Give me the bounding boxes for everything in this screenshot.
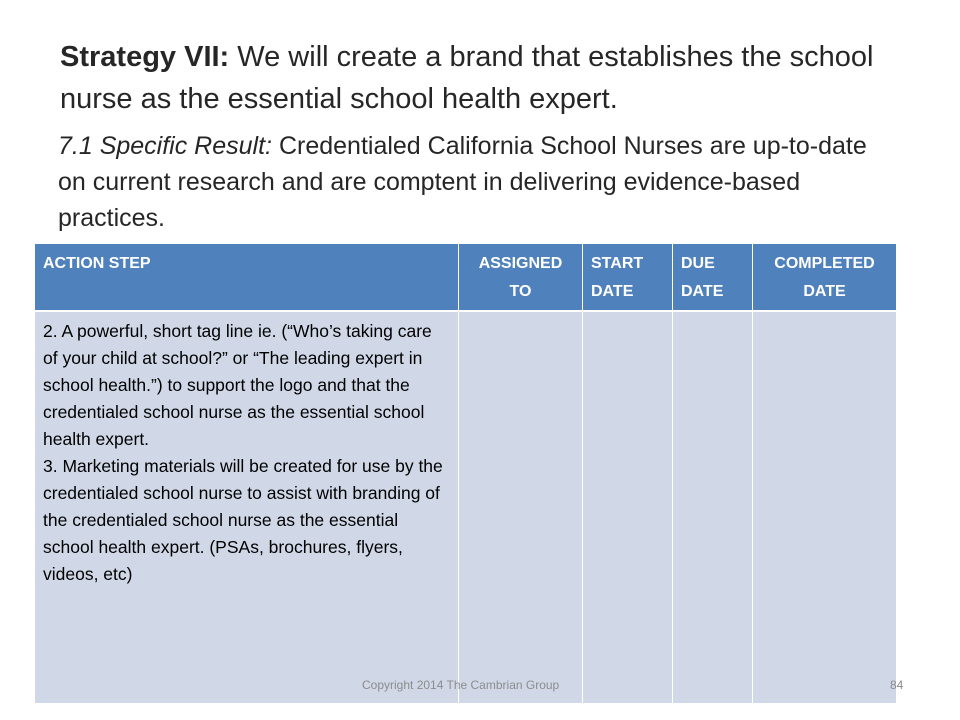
specific-result	[58, 128, 898, 236]
start-date-cell	[583, 311, 673, 703]
header-start-date: START DATE	[583, 244, 673, 311]
strategy-heading	[60, 36, 920, 120]
header-action-step: ACTION STEP	[35, 244, 459, 311]
due-date-cell	[673, 311, 753, 703]
action-step-cell	[35, 311, 459, 703]
strategy-text: We will create a brand that establishes the school nurse as the essential school health expert.	[60, 41, 874, 115]
table-row	[35, 311, 897, 703]
header-assigned-to: ASSIGNED TO	[459, 244, 583, 311]
page-number: 84	[890, 678, 904, 692]
assigned-to-cell	[459, 311, 583, 703]
table-header-row	[35, 244, 897, 311]
header-due-date: DUE DATE	[673, 244, 753, 311]
action-step-item: 2. A powerful, short tag line ie. (“Who’s taking care of your child at school?” or “The leading expert in school health.”) to support the logo and that the credentialed school nurse as the essential school health expert.	[43, 321, 432, 449]
specific-result-text: Credentialed California School Nurses are up-to-date on current research and are comptent in delivering evidence-based practices.	[58, 132, 867, 232]
specific-result-label: 7.1 Specific Result:	[58, 132, 272, 160]
action-plan-table	[34, 244, 897, 703]
action-step-item: 3. Marketing materials will be created for use by the credentialed school nurse to assist with branding of the credentialed school nurse as the essential school health expert. (PSAs, brochures, flyers, videos, etc)	[43, 456, 443, 584]
strategy-label: Strategy VII:	[60, 41, 230, 73]
header-completed-date: COMPLETED DATE	[753, 244, 897, 311]
completed-date-cell	[753, 311, 897, 703]
copyright-footer: Copyright 2014 The Cambrian Group	[362, 678, 560, 692]
